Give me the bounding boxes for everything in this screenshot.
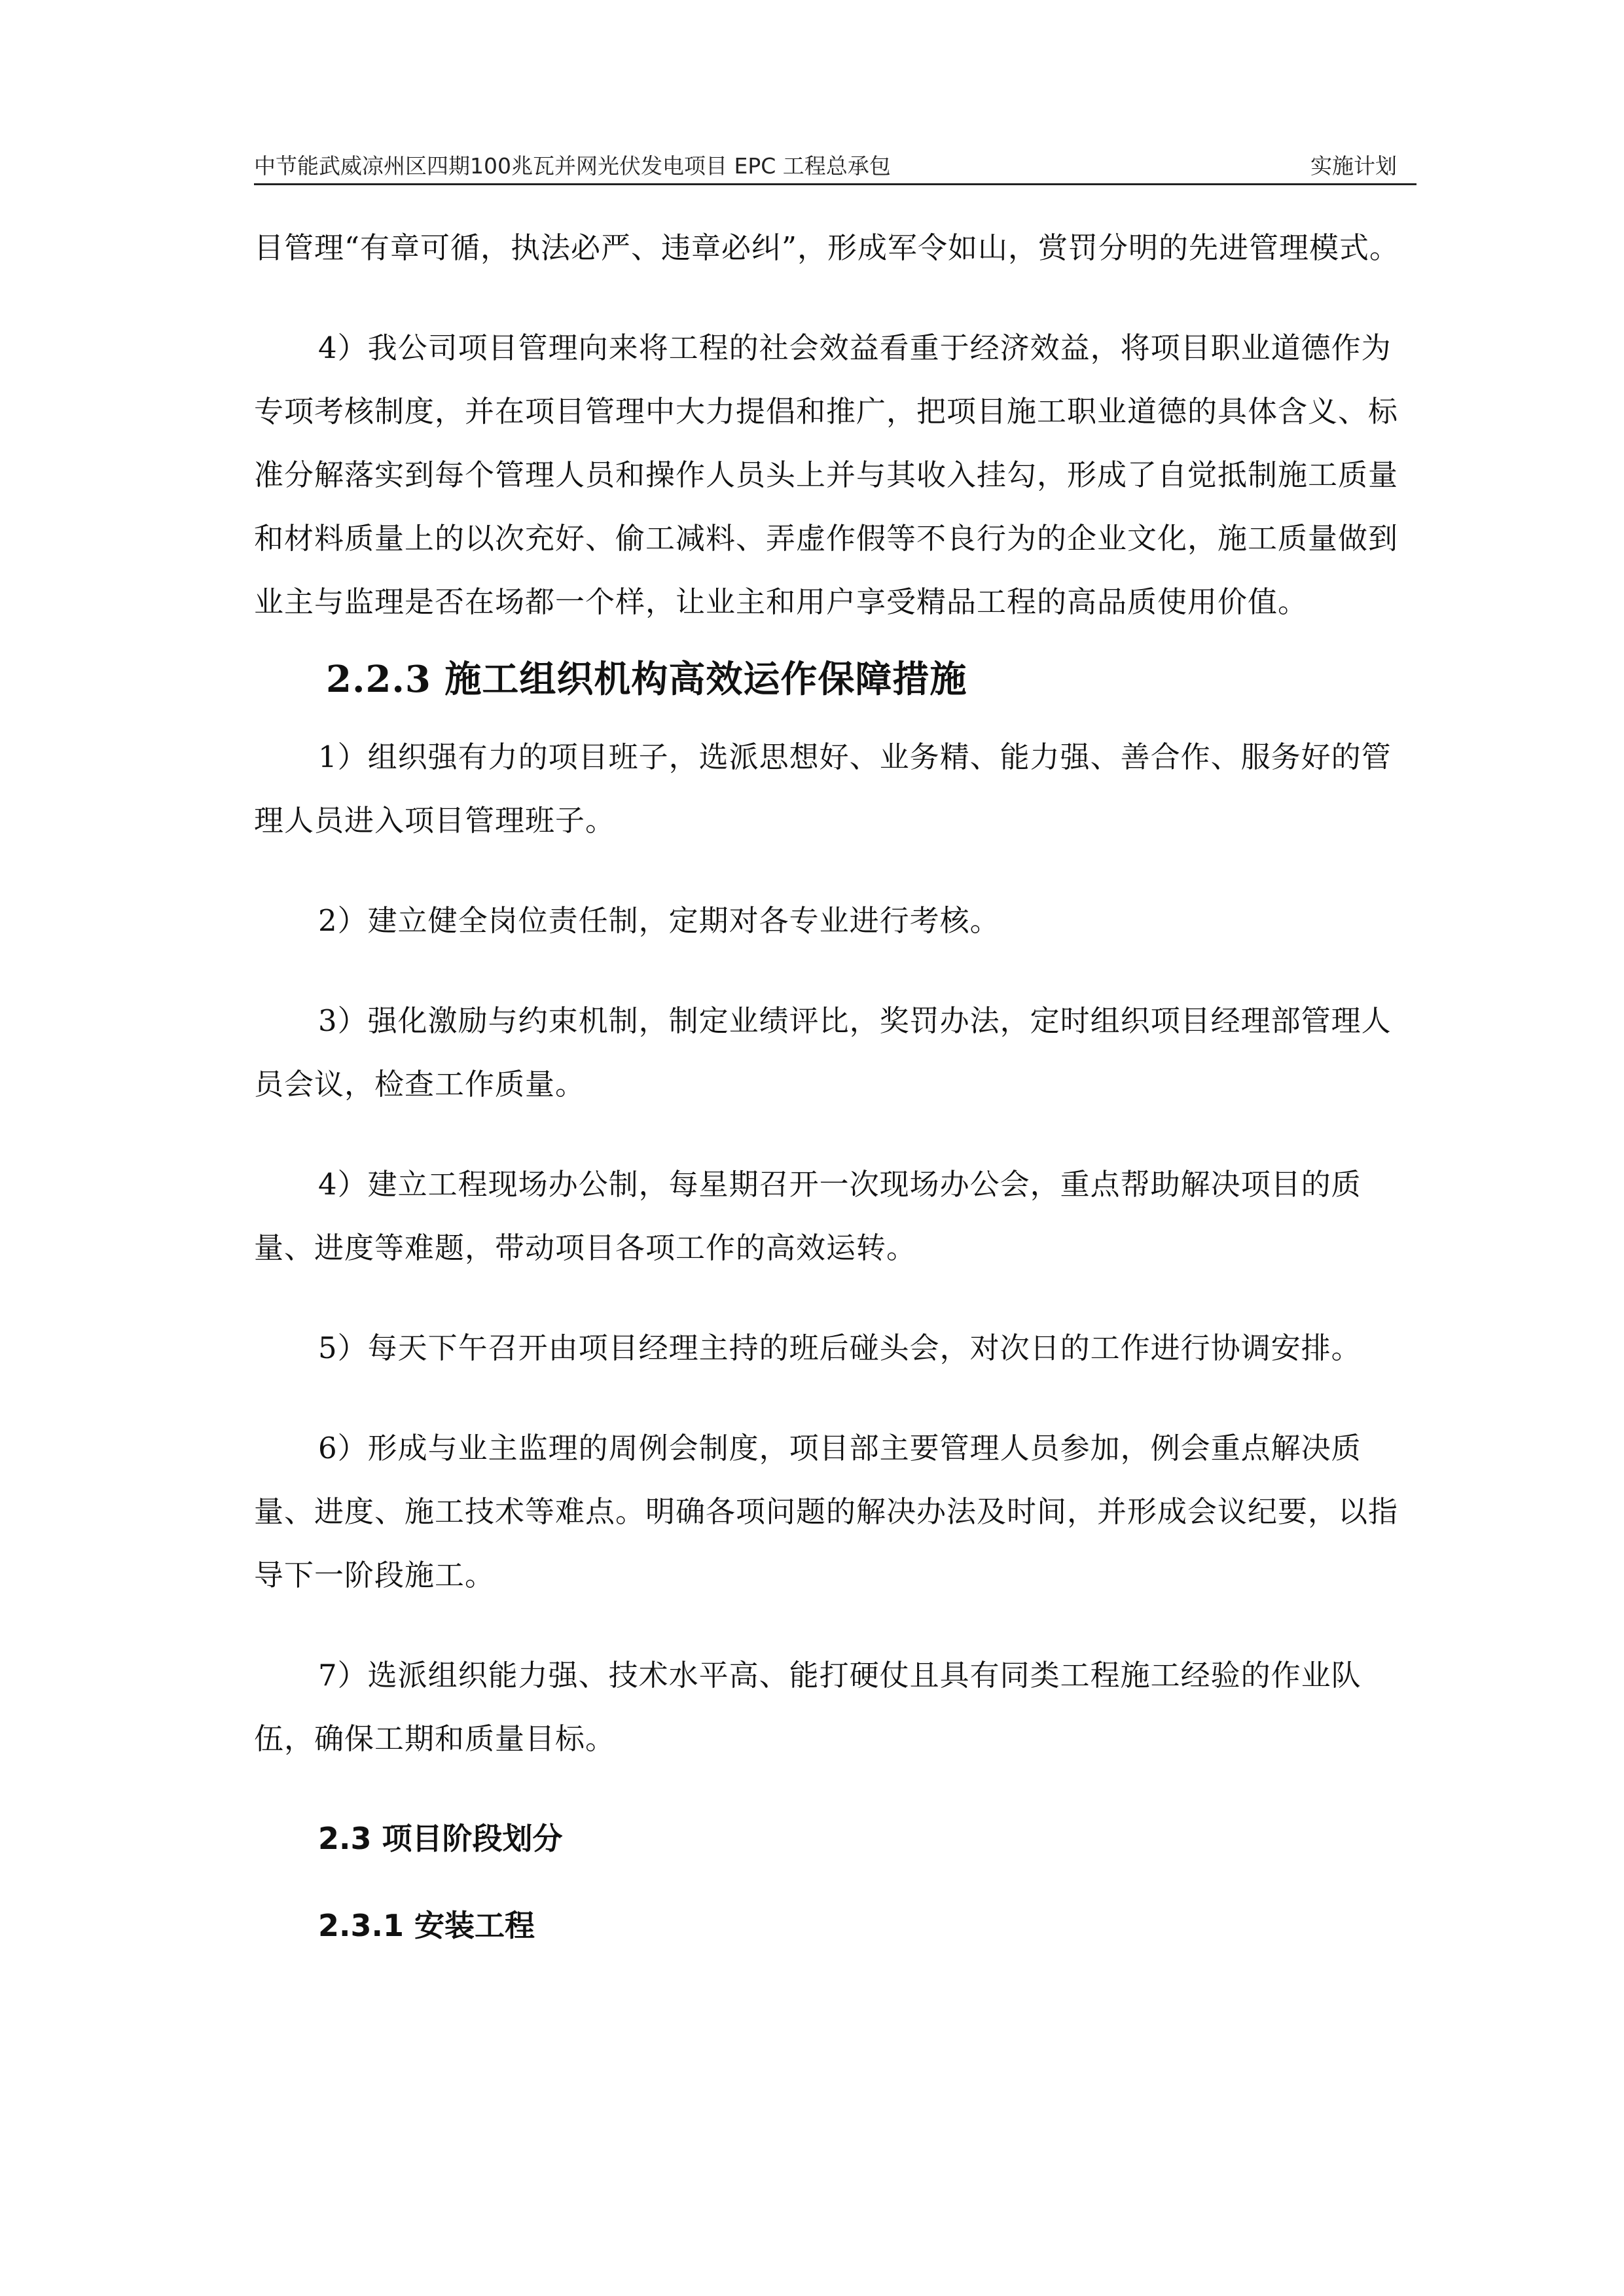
- paragraph-continuation: 目管理“有章可循，执法必严、违章必纠”，形成军令如山，赏罚分明的先进管理模式。: [254, 230, 1400, 265]
- paragraph-item-4: 4）我公司项目管理向来将工程的社会效益看重于经济效益，将项目职业道德作为专项考核制度，并在项目管理中大力提倡和推广，把项目施工职业道德的具体含义、标准分解落实到每个管理人员和操作人员头上并与其收入挂勾，形成了自觉抵制施工质量和材料质量上的以次充好、偷工减料、弄虚作假等不良行为的企业文化，施工质量做到业主与监理是否在场都一个样，让业主和用户享受精品工程的高品质使用价值。: [254, 331, 1399, 619]
- list-item: 2）建立健全岗位责任制，定期对各专业进行考核。: [318, 903, 1000, 938]
- list-item: 7）选派组织能力强、技术水平高、能打硬仗且具有同类工程施工经验的作业队伍，确保工期和质量目标。: [254, 1658, 1362, 1756]
- section-heading-2-3: 2.3 项目阶段划分: [318, 1821, 563, 1856]
- page-header: [254, 145, 1416, 185]
- list-item: 5）每天下午召开由项目经理主持的班后碰头会，对次日的工作进行协调安排。: [318, 1331, 1362, 1365]
- list-item: 1）组织强有力的项目班子，选派思想好、业务精、能力强、善合作、服务好的管理人员进入项目管理班子。: [254, 740, 1392, 838]
- list-item: 4）建立工程现场办公制，每星期召开一次现场办公会，重点帮助解决项目的质量、进度等难题，带动项目各项工作的高效运转。: [254, 1167, 1362, 1265]
- section-heading-2-3-1: 2.3.1 安装工程: [318, 1908, 535, 1943]
- list-item: 6）形成与业主监理的周例会制度，项目部主要管理人员参加，例会重点解决质量、进度、施工技术等难点。明确各项问题的解决办法及时间，并形成会议纪要，以指导下一阶段施工。: [254, 1431, 1399, 1592]
- document-body: [254, 216, 1416, 1958]
- header-document-type: 实施计划: [1310, 153, 1397, 179]
- section-heading-2-2-3: 2.2.3 施工组织机构高效运作保障措施: [326, 658, 967, 701]
- list-item: 3）强化激励与约束机制，制定业绩评比，奖罚办法，定时组织项目经理部管理人员会议，检查工作质量。: [254, 1003, 1392, 1102]
- header-project-title: 中节能武威凉州区四期100兆瓦并网光伏发电项目 EPC 工程总承包: [254, 153, 891, 179]
